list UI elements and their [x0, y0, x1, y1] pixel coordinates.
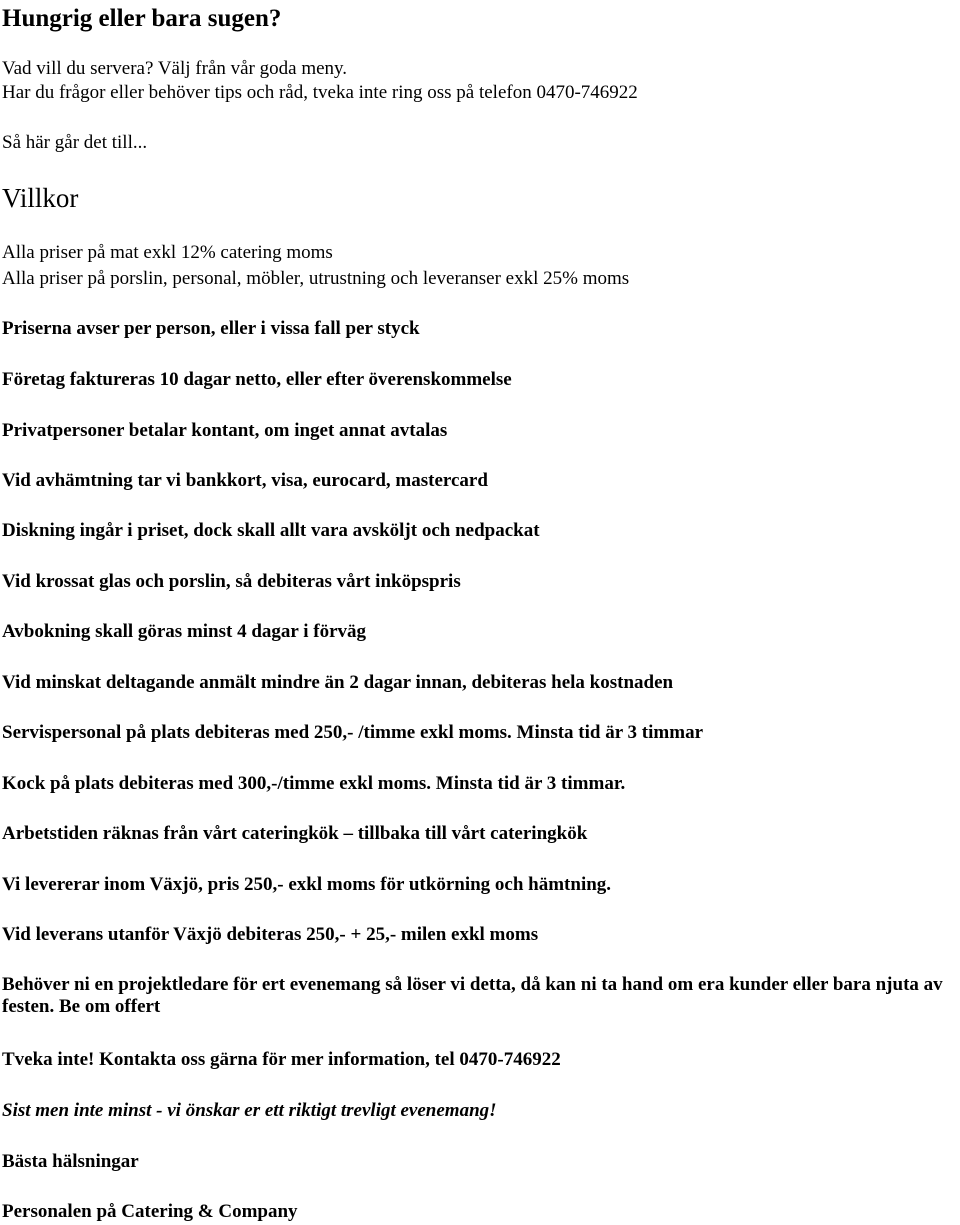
term-delivery-outside: Vid leverans utanför Växjö debiteras 250,- + 25,- milen exkl moms [2, 924, 539, 945]
term-company-invoice: Företag faktureras 10 dagar netto, eller efter överenskommelse [2, 369, 512, 390]
term-price-basis: Priserna avser per person, eller i vissa fall per styck [2, 318, 420, 339]
contact-line: Tveka inte! Kontakta oss gärna för mer information, tel 0470-746922 [2, 1049, 561, 1070]
terms-heading: Villkor [2, 183, 79, 213]
term-broken-items: Vid krossat glas och porslin, så debiteras vårt inköpspris [2, 571, 461, 592]
greeting: Bästa hälsningar [2, 1151, 139, 1172]
page-title: Hungrig eller bara sugen? [2, 5, 282, 32]
intro-howto-text: Så här går det till... [2, 132, 148, 153]
term-service-staff: Servispersonal på plats debiteras med 250,- /timme exkl moms. Minsta tid är 3 timmar [2, 722, 704, 743]
term-chef: Kock på plats debiteras med 300,-/timme exkl moms. Minsta tid är 3 timmar. [2, 773, 626, 794]
term-pickup-cards: Vid avhämtning tar vi bankkort, visa, eurocard, mastercard [2, 470, 488, 491]
intro-menu-text: Vad vill du servera? Välj från vår goda meny. [2, 58, 348, 79]
term-private-payment: Privatpersoner betalar kontant, om inget annat avtalas [2, 420, 448, 441]
closing-wish: Sist men inte minst - vi önskar er ett riktigt trevligt evenemang! [2, 1100, 497, 1121]
term-reduced-attendance: Vid minskat deltagande anmält mindre än 2 dagar innan, debiteras hela kostnaden [2, 672, 674, 693]
term-dishwashing: Diskning ingår i priset, dock skall allt vara avsköljt och nedpackat [2, 520, 540, 541]
term-equipment-vat: Alla priser på porslin, personal, möbler, utrustning och leveranser exkl 25% moms [2, 268, 630, 289]
term-delivery-vaxjo: Vi levererar inom Växjö, pris 250,- exkl moms för utkörning och hämtning. [2, 874, 612, 895]
term-working-time: Arbetstiden räknas från vårt cateringkök – tillbaka till vårt cateringkök [2, 823, 588, 844]
term-cancellation: Avbokning skall göras minst 4 dagar i förväg [2, 621, 367, 642]
intro-contact-text: Har du frågor eller behöver tips och råd, tveka inte ring oss på telefon 0470-746922 [2, 82, 638, 103]
term-project-manager: Behöver ni en projektledare för ert evenemang så löser vi detta, då kan ni ta hand om era kunder eller bara njuta av festen. Be om offert [2, 974, 943, 1017]
signature: Personalen på Catering & Company [2, 1201, 298, 1222]
term-food-vat: Alla priser på mat exkl 12% catering moms [2, 242, 333, 263]
